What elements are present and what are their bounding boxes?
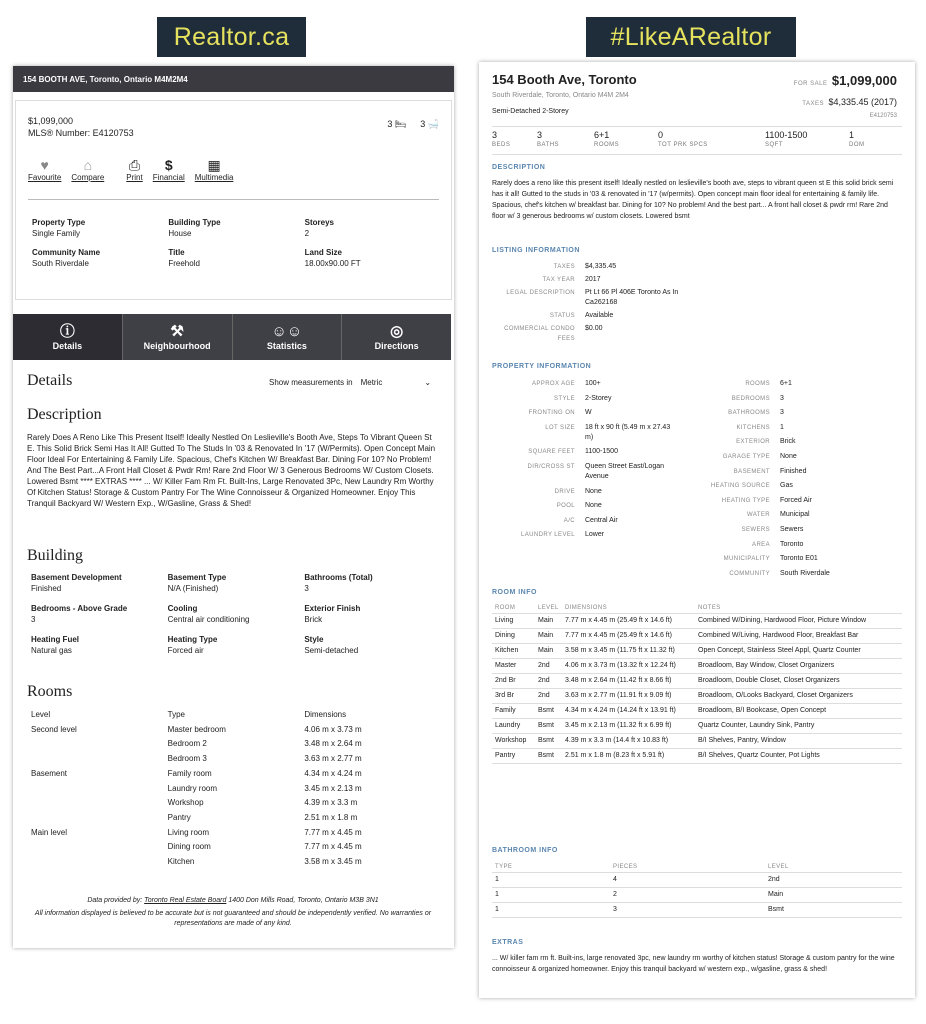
disclaimer: All information displayed is believed to be accurate but is not guaranteed and should be independently verified. No warranties or representations are made of any kind.	[34, 910, 432, 927]
data-source-footer: Data provided by: Toronto Real Estate Board 1400 Don Mills Road, Toronto, Ontario M3B 3N1	[87, 897, 379, 904]
listing-address-header: 154 BOOTH AVE, Toronto, Ontario M4M2M4	[13, 66, 454, 92]
compare-icon: ⌂	[83, 157, 93, 173]
details-heading: Details	[27, 372, 73, 389]
description-heading: DESCRIPTION	[492, 164, 546, 171]
price: $1,099,000	[831, 73, 897, 88]
tab-statistics[interactable]: ☺☺ Statistics	[233, 314, 343, 360]
bathtub-icon: 🛁	[425, 119, 439, 129]
compass-icon: ◎	[390, 323, 404, 340]
property-info-heading: PROPERTY INFORMATION	[492, 363, 592, 370]
room-info-table: ROOM LEVEL DIMENSIONS NOTES Living Main 7.77 m x 4.45 m (25.49 ft x 14.6 ft) Combined W/Dining, Hardwood Floor, Picture Window Dining Main 7.77 m x 4.45 m (25.49 ft x 14.6 ft) Combined W/Living, Hardwood Floor, Breakfast Bar Kitchen Main 3.58 m x 3.45 m (11.75 ft x 11.32 ft) Open Concept, Stainless Steel Appl, Quartz Counter Master 2nd 4.06 m x 3.73 m (13.32 ft x 12.24 ft) Broadloom, Bay Window, Closet Organizers 2nd Br 2nd 3.48 m x 2.64 m (11.42 ft x 8.66 ft) Broadloom, Double Closet, Closet Organizers 3rd Br 2nd 3.63 m x 2.77 m (11.91 ft x 9.09 ft) Broadloom, O/Looks Backyard, Closet Organizers Family Bsmt 4.34 m x 4.24 m (14.24 ft x 13.91 ft) Broadloom, B/I Bookcase, Open Concept Laundry Bsmt 3.45 m x 2.13 m (11.32 ft x 6.99 ft) Quartz Counter, Laundry Sink, Pantry Workshop Bsmt 4.39 m x 3.3 m (14.4 ft x 10.83 ft) B/I Shelves, Pantry, Window Pantry Bsmt 2.51 m x 1.8 m (8.23 ft x 5.91 ft) B/I Shelves, Quartz Counter, Pot Lights	[492, 603, 902, 764]
table-row: 1 4 2nd	[492, 873, 902, 888]
room-info-heading: ROOM INFO	[492, 589, 537, 596]
mls-number: MLS® Number: E4120753	[28, 128, 134, 138]
table-row: Dining Main 7.77 m x 4.45 m (25.49 ft x 14.6 ft) Combined W/Living, Hardwood Floor, Breakfast Bar	[492, 629, 902, 644]
print-icon: ⎙	[128, 157, 141, 173]
tab-neighbourhood[interactable]: ⚒ Neighbourhood	[123, 314, 233, 360]
building-facts: Basement Development Finished Basement Type N/A (Finished) Bathrooms (Total) 3 Bedrooms - Above Grade 3 Cooling Central air conditioning Exterior Finish Brick Heating Fuel Natural gas Heating Type Forced air Style Semi-detached	[31, 573, 373, 655]
realtor-ca-badge: Realtor.ca	[157, 17, 306, 57]
rooms-heading: Rooms	[27, 683, 73, 700]
table-row: Living Main 7.77 m x 4.45 m (25.49 ft x 14.6 ft) Combined W/Dining, Hardwood Floor, Picture Window	[492, 614, 902, 629]
key-stats: 3 BEDS 3 BATHS 6+1 ROOMS 0 TOT PRK SPCS 1100-1500 SQFT 1 DOM	[492, 126, 902, 155]
listing-price: $1,099,000	[28, 116, 74, 126]
table-row: 1 2 Main	[492, 888, 902, 903]
property-info-right: ROOMS 6+1 BEDROOMS 3 BATHROOMS 3 KITCHENS 1 EXTERIOR Brick GARAGE TYPE None BASEMENT Finished HEATING SOURCE Gas HEATING TYPE Forced Air WATER Municipal SEWERS Sewers AREA Toronto MUNICIPALITY Toronto E01 COMMUNITY South Riverdale	[710, 380, 830, 577]
description-heading: Description	[27, 406, 102, 423]
taxes: $4,335.45 (2017)	[828, 97, 897, 107]
mls-number: E4120753	[869, 113, 897, 119]
dollar-icon: $	[164, 157, 173, 173]
table-row: Family Bsmt 4.34 m x 4.24 m (14.24 ft x 13.91 ft) Broadloom, B/I Bookcase, Open Concept	[492, 704, 902, 719]
extras-text: ... W/ killer fam rm ft. Built-ins, large renovated 3pc, new laundry rm worthy of kitchen status! Storage & custom pantry for the wine connoisseur & organized homeowner. Enjoy this tranquil backyard w/ western exp., w/gasline, grass & shed!	[492, 955, 895, 973]
tab-details[interactable]: ⓘ Details	[13, 314, 123, 360]
beds-count: 3	[387, 119, 393, 129]
listing-tabs	[13, 314, 451, 360]
likearealtor-badge: #LikeARealtor	[586, 17, 796, 57]
table-row: Pantry Bsmt 2.51 m x 1.8 m (8.23 ft x 5.91 ft) B/I Shelves, Quartz Counter, Pot Lights	[492, 749, 902, 764]
table-row: Laundry Bsmt 3.45 m x 2.13 m (11.32 ft x 6.99 ft) Quartz Counter, Laundry Sink, Pantry	[492, 719, 902, 734]
extras-heading: EXTRAS	[492, 939, 524, 946]
bed-icon: 🛏	[392, 119, 407, 129]
property-info-left: APPROX AGE 100+ STYLE 2-Storey FRONTING ON W LOT SIZE 18 ft x 90 ft (5.49 m x 27.43 m) SQUARE FEET 1100-1500 DIR/CROSS ST Queen Street East/Logan Avenue DRIVE None POOL None A/C Central Air LAUNDRY LEVEL Lower	[520, 380, 671, 539]
compare-button[interactable]: ⌂ Compare	[71, 157, 105, 182]
table-row: Workshop Bsmt 4.39 m x 3.3 m (14.4 ft x 10.83 ft) B/I Shelves, Pantry, Window	[492, 734, 902, 749]
listing-summary	[15, 100, 452, 300]
table-row: 1 3 Bsmt	[492, 903, 902, 918]
property-style: Semi-Detached 2-Storey	[492, 108, 569, 115]
realtor-ca-listing	[13, 66, 454, 948]
building-heading: Building	[27, 547, 84, 564]
financial-button[interactable]: $ Financial	[152, 157, 185, 182]
treb-link[interactable]: Toronto Real Estate Board	[144, 897, 227, 904]
heart-icon: ♥	[40, 157, 49, 173]
statistics-icon: ☺☺	[271, 323, 303, 340]
description-text: Rarely does a reno like this present itself! Ideally nestled on leslieville's booth ave, steps to vibrant queen st E this solid brick semi has it all! Gutted to the studs in '03 & renovated in '17 (w/permits). Open concept main floor ideal for entertaining & family life. Spacious, chef's kitchen w/ breakfast bar. Dining for 10? No problem! And the best part... A front hall closet & pwdr rm! Rare 2nd floor w/ 3 generous bedrooms w/ custom closets. Lowered bsmt	[492, 180, 894, 220]
chevron-down-icon: ⌄	[424, 378, 432, 387]
property-facts-row-1: Property Type Single Family Building Type House Storeys 2	[32, 218, 335, 238]
multimedia-button[interactable]: ▦ Multimedia	[194, 157, 234, 182]
baths-count: 3	[420, 119, 426, 129]
listing-info-heading: LISTING INFORMATION	[492, 247, 580, 254]
measurement-selector[interactable]: Show measurements in Metric ⌄	[269, 378, 432, 387]
table-row: Kitchen Main 3.58 m x 3.45 m (11.75 ft x 11.32 ft) Open Concept, Stainless Steel Appl, Quartz Counter	[492, 644, 902, 659]
multimedia-icon: ▦	[207, 157, 221, 173]
rooms-table: Level Type Dimensions Second level Master bedroom 4.06 m x 3.73 m Bedroom 2 3.48 m x 2.64 m Bedroom 3 3.63 m x 2.77 m Basement Family room 4.34 m x 4.24 m Laundry room 3.45 m x 2.13 m Workshop 4.39 m x 3.3 m Pantry 2.51 m x 1.8 m Main level Living room 7.77 m x 4.45 m Dining room 7.77 m x 4.45 m Kitchen 3.58 m x 3.45 m	[31, 710, 362, 867]
listing-title: 154 Booth Ave, Toronto	[492, 72, 637, 87]
listing-info: TAXES $4,335.45 TAX YEAR 2017 LEGAL DESCRIPTION Pt Lt 66 Pl 406E Toronto As In Ca262168 STATUS Available COMMERCIAL CONDO FEES $0.00	[504, 263, 679, 342]
table-row: 2nd Br 2nd 3.48 m x 2.64 m (11.42 ft x 8.66 ft) Broadloom, Double Closet, Closet Organizers	[492, 674, 902, 689]
description-text: Rarely Does A Reno Like This Present Itself! Ideally Nestled On Leslieville's Booth Ave, Steps To Vibrant Queen St E. This Solid Brick Semi Has It All! Gutted To The Studs In '03 & Renovated In '17 (W/Permits). Open Concept Main Floor Ideal For Entertaining & Family Life. Spacious, Chef's Kitchen W/ Breakfast Bar. Dining For 10? No Problem! And The Best Part...A Front Hall Closet & Pwdr Rm! Rare 2nd Floor W/ 3 Generous Bedrooms W/ Custom Closets. Lowered Bsmt **** EXTRAS **** ... W/ Killer Fam Rm Ft. Built-Ins, Large Renovated 3Pc, New Laundry Rm Worthy Of Kitchen Status! Storage & Custom Pantry For The Wine Connoisseur & Organized Homeowner. Enjoy This Tranquil Backyard W/ Western Exp., W/Gasline, Grass & Shed!	[27, 433, 436, 508]
likearealtor-listing	[479, 62, 915, 998]
listing-actions	[28, 157, 233, 182]
tab-directions[interactable]: ◎ Directions	[374, 323, 419, 351]
favourite-button[interactable]: ♥ Favourite	[28, 157, 62, 182]
neighbourhood-icon: ⚒	[170, 323, 184, 340]
divider	[28, 199, 439, 200]
property-facts-row-2: Community Name South Riverdale Title Freehold Land Size 18.00x90.00 FT	[32, 248, 361, 268]
bed-bath-summary	[387, 119, 439, 130]
print-button[interactable]: ⎙ Print	[126, 157, 143, 182]
table-row: 3rd Br 2nd 3.63 m x 2.77 m (11.91 ft x 9.09 ft) Broadloom, O/Looks Backyard, Closet Organizers	[492, 689, 902, 704]
bathroom-info-heading: BATHROOM INFO	[492, 847, 558, 854]
price-block: FOR SALE $1,099,000 TAXES $4,335.45 (2017) E4120753	[793, 73, 897, 119]
bathroom-info-table: TYPE PIECES LEVEL 1 4 2nd 1 2 Main 1 3 Bsmt	[492, 862, 902, 918]
listing-subtitle: South Riverdale, Toronto, Ontario M4M 2M4	[492, 92, 629, 99]
info-icon: ⓘ	[59, 323, 75, 340]
table-row: Master 2nd 4.06 m x 3.73 m (13.32 ft x 12.24 ft) Broadloom, Bay Window, Closet Organizers	[492, 659, 902, 674]
